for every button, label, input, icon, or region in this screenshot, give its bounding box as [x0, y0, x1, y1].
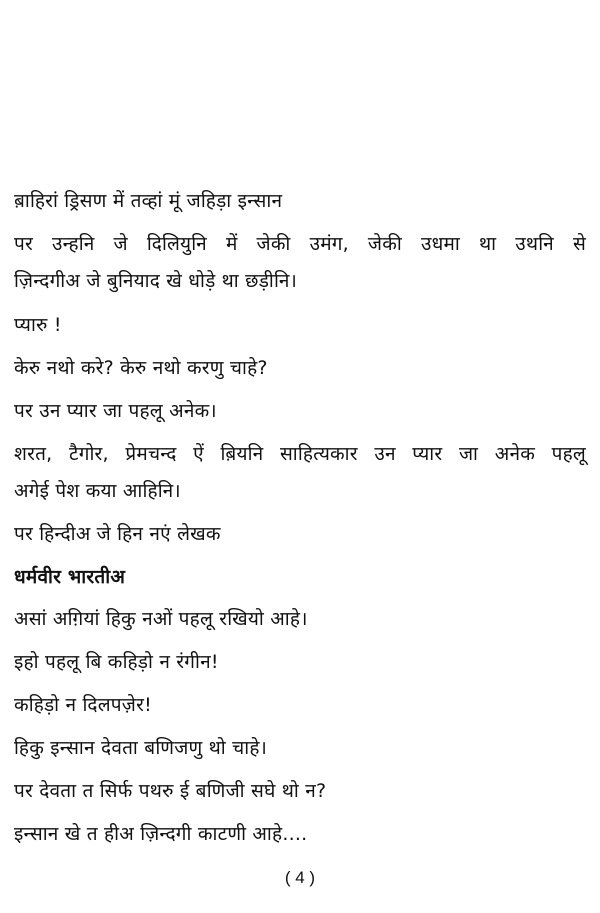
text-line-1: ब़ाहिरां ड्रिसण में तव्हां मूं जहिड़ा इन्सान	[14, 190, 283, 212]
text-line-11: असां अग़ियां हिकु नओं पहलू रखियो आहे।	[14, 608, 308, 630]
text-line-13: कहिड़ो न दिलपज़ेर!	[14, 694, 152, 716]
text-line-7: शरत, टैगोर, प्रेमचन्द ऐं ब़ियनि साहित्यकार उन प्यार जा अनेक पहलू	[14, 443, 586, 465]
text-line-6: पर उन प्यार जा पहलू अनेक।	[14, 400, 217, 422]
text-line-16: इन्सान खे त हीअ ज़िन्दगी काटणी आहे....	[14, 823, 308, 845]
text-line-4: प्यारु !	[14, 314, 62, 336]
text-line-5: केरु नथो करे? केरु नथो करणु चाहे?	[14, 357, 268, 379]
page-number: ( 4 )	[284, 868, 316, 887]
text-line-15: पर देवता त सिर्फ पथरु ई बणिजी सघे थो न?	[14, 780, 327, 802]
author-name: धर्मवीर भारतीअ	[14, 566, 126, 588]
text-line-3: ज़िन्दगीअ जे बुनियाद खे धोड़े था छड़ीनि।	[14, 270, 298, 292]
text-line-8: अगेई पेश कया आहिनि।	[14, 480, 181, 502]
text-line-9: पर हिन्दीअ जे हिन नएं लेखक	[14, 523, 221, 545]
text-line-14: हिकु इन्सान देवता बणिजणु थो चाहे।	[14, 737, 268, 759]
text-line-2: पर उन्हनि जे दिलियुनि में जेकी उमंग, जेकी उधमा था उथनि से	[14, 233, 586, 255]
text-line-12: इहो पहलू बि कहिड़ो न रंगीन!	[14, 651, 219, 673]
